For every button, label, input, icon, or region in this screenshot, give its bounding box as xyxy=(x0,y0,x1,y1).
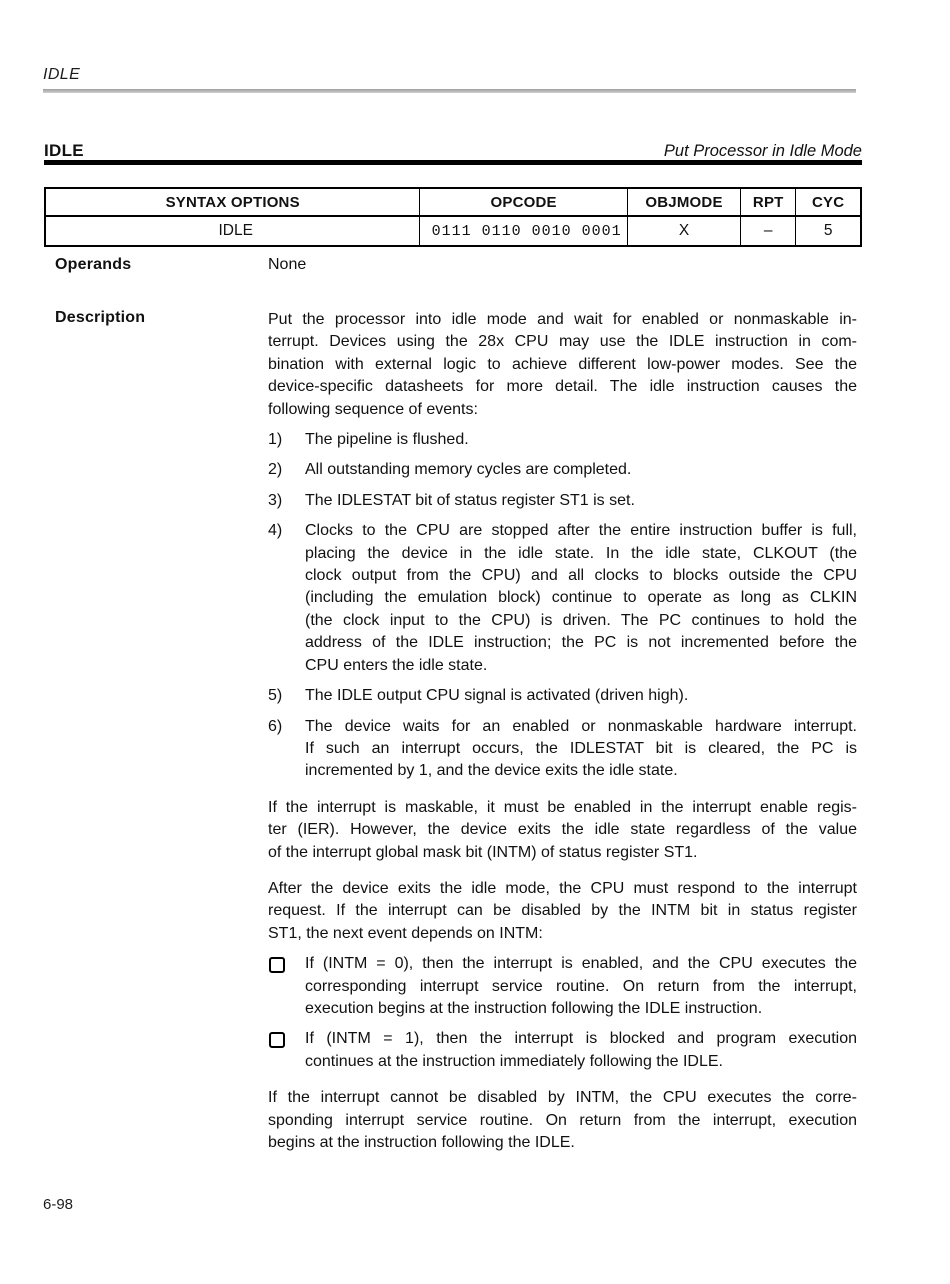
description-intro-paragraph: Put the processor into idle mode and wait for enabled or nonmaskable in- terrupt. Devices using the 28x CPU may use the IDLE instruction in com- bination with external logic to achieve different low-power modes. See the device-specific datasheets for more detail. The idle instruction causes the following sequence of events: xyxy=(268,311,857,418)
item-text: All outstanding memory cycles are completed. xyxy=(305,461,632,479)
item-text: Clocks to the CPU are stopped after the entire instruction buffer is full, placing the device in the idle state. In the idle state, CLKOUT (the clock output from the CPU) and all clocks to blocks outside the CPU (including the emulation block) continue to operate as long as CLKIN (the clock input to the CPU) is driven. The PC continues to hold the address of the IDLE instruction; the PC is not incremented before the CPU enters the idle state. xyxy=(305,522,857,674)
col-header-opcode: OPCODE xyxy=(420,188,628,216)
numbered-item-2 xyxy=(268,459,857,481)
bullet-item-intm1 xyxy=(268,1028,857,1073)
numbered-item-6 xyxy=(268,716,857,783)
col-header-rpt: RPT xyxy=(741,188,796,216)
cell-rpt: – xyxy=(741,216,796,246)
item-number: 2) xyxy=(268,461,283,479)
item-number: 1) xyxy=(268,431,283,449)
col-header-syntax-options: SYNTAX OPTIONS xyxy=(45,188,420,216)
running-header: IDLE xyxy=(43,66,81,83)
numbered-item-3 xyxy=(268,490,857,512)
item-number: 3) xyxy=(268,491,283,509)
item-text: The device waits for an enabled or nonmaskable hardware interrupt. If such an interrupt occurs, the IDLESTAT bit is cleared, the PC is incremented by 1, and the device exits the idle state. xyxy=(305,717,857,780)
item-text: The IDLE output CPU signal is activated (driven high). xyxy=(305,687,689,705)
footer-page-number: 6-98 xyxy=(43,1196,74,1213)
running-header-rule xyxy=(43,89,856,93)
instruction-title: Put Processor in Idle Mode xyxy=(663,142,862,160)
item-number: 5) xyxy=(268,687,283,705)
square-bullet-icon xyxy=(269,1032,285,1048)
syntax-table xyxy=(44,187,862,247)
item-number: 4) xyxy=(268,522,283,540)
item-text: The pipeline is flushed. xyxy=(305,431,469,449)
operands-value: None xyxy=(268,256,307,273)
numbered-item-5 xyxy=(268,685,857,707)
numbered-item-4 xyxy=(268,520,857,677)
square-bullet-icon xyxy=(269,957,285,973)
paragraph-after-idle: After the device exits the idle mode, the CPU must respond to the interrupt request. If the interrupt can be disabled by the INTM bit in status register ST1, the next event depends on INTM: xyxy=(268,879,857,942)
cell-cyc: 5 xyxy=(796,216,861,246)
description-body xyxy=(268,309,857,1154)
table-header-row xyxy=(45,188,861,216)
paragraph-final: If the interrupt cannot be disabled by INTM, the CPU executes the corre- sponding interrupt service routine. On return from the interrupt, execution begins at the instruction following the IDLE. xyxy=(268,1089,857,1151)
operands-label: Operands xyxy=(55,256,132,273)
heading-rule xyxy=(44,160,862,165)
col-header-objmode: OBJMODE xyxy=(627,188,740,216)
col-header-cyc: CYC xyxy=(796,188,861,216)
instruction-heading xyxy=(44,141,862,161)
item-number: 6) xyxy=(268,717,283,735)
bullet-item-intm0 xyxy=(268,953,857,1020)
bullet-text: If (INTM = 1), then the interrupt is blocked and program execution continues at the instruction immediately following the IDLE. xyxy=(305,1030,857,1070)
paragraph-maskable: If the interrupt is maskable, it must be enabled in the interrupt enable regis- ter (IER). However, the device exits the idle state regardless of the value of the interrupt global mask bit (INTM) of status register ST1. xyxy=(268,798,857,861)
numbered-item-1 xyxy=(268,429,857,451)
item-text: The IDLESTAT bit of status register ST1 is set. xyxy=(305,491,635,509)
description-label: Description xyxy=(55,309,146,326)
cell-syntax: IDLE xyxy=(45,216,420,246)
bullet-text: If (INTM = 0), then the interrupt is enabled, and the CPU executes the corresponding interrupt service routine. On return from the interrupt, execution begins at the instruction following the IDLE instruction. xyxy=(305,955,857,1017)
table-row xyxy=(45,216,861,246)
instruction-mnemonic: IDLE xyxy=(44,141,84,160)
cell-opcode: 0111 0110 0010 0001 xyxy=(420,216,628,246)
cell-objmode: X xyxy=(627,216,740,246)
